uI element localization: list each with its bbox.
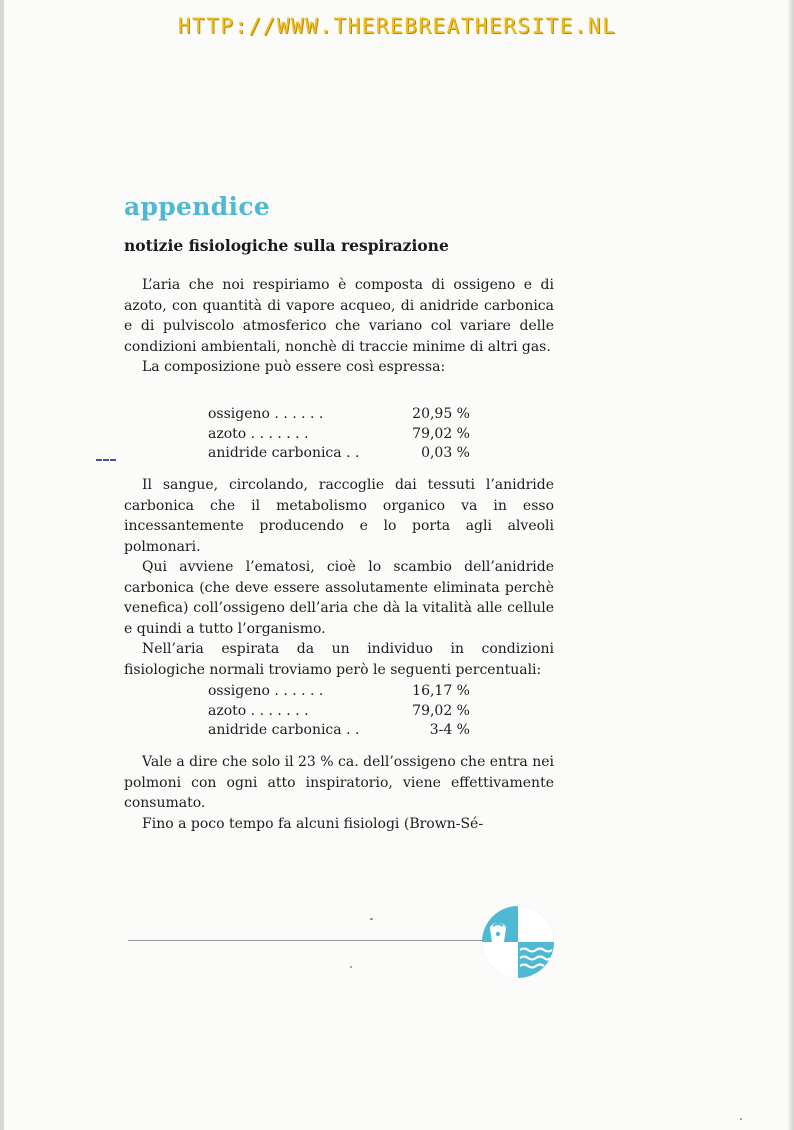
table-row <box>208 425 470 445</box>
leader-dots: . . <box>346 445 360 461</box>
text-block-closing <box>124 752 554 834</box>
gas-name-cell <box>208 444 408 464</box>
paragraph-6: Vale a dire che solo il 23 % ca. dell’ossigeno che entra nei polmoni con ogni atto inspiratorio, viene effettivamente consumato. <box>124 754 554 811</box>
gas-value: 20,95 % <box>412 406 470 422</box>
gas-value: 3-4 % <box>429 722 470 738</box>
composition-table-inhaled <box>208 405 470 464</box>
leader-dots: . . . . . . <box>274 406 324 422</box>
gas-value: 0,03 % <box>421 445 470 461</box>
gas-name-cell <box>208 721 408 741</box>
subtitle: notizie fisiologiche sulla respirazione <box>124 236 449 255</box>
stray-pen-mark <box>96 459 116 463</box>
paper-speck <box>740 1118 742 1120</box>
paragraph-4: Qui avviene l’ematosi, cioè lo scambio dell’anidride carbonica (che deve essere assolutamente eliminata perchè venefica) coll’ossigeno dell’aria che dà la vitalità alle cellule e quindi a tutto l’organismo. <box>124 559 554 637</box>
table-row <box>208 721 470 741</box>
watermark-url: HTTP://WWW.THEREBREATHERSITE.NL <box>177 14 617 38</box>
paper-speck <box>370 918 373 920</box>
gas-name-cell <box>208 425 408 445</box>
gas-name: anidride carbonica <box>208 722 342 738</box>
leader-dots: . . . . . . . <box>250 425 309 442</box>
gas-name-cell <box>208 405 408 425</box>
footer-rule <box>128 940 482 941</box>
gas-name: ossigeno <box>208 406 270 422</box>
paragraph-3: Il sangue, circolando, raccoglie dai tessuti l’anidride carbonica che il metabolismo organico va in esso incessantemente producendo e lo porta agli alveoli polmonari. <box>124 477 554 555</box>
text-block-intro <box>124 275 554 378</box>
gas-name: anidride carbonica <box>208 445 342 461</box>
page-right-edge <box>788 0 794 1130</box>
table-row <box>208 682 470 702</box>
gas-name: azoto <box>208 702 247 719</box>
composition-table-exhaled <box>208 682 470 741</box>
leader-dots: . . . . . . . <box>250 702 309 719</box>
paragraph-7: Fino a poco tempo fa alcuni fisiologi (Brown-Sé- <box>142 815 484 832</box>
gas-value: 16,17 % <box>412 683 470 699</box>
paragraph-1: L’aria che noi respiriamo è composta di ossigeno e di azoto, con quantità di vapore acqueo, di anidride carbonica e di pulviscolo atmosferico che variano col variare delle condizioni ambientali, nonchè di traccie minime di altri gas. <box>124 277 554 355</box>
gas-name: azoto <box>208 425 247 442</box>
gas-name: ossigeno <box>208 683 270 699</box>
section-title: appendice <box>124 192 271 221</box>
gas-value: 79,02 % <box>412 425 470 442</box>
table-row <box>208 702 470 722</box>
leader-dots: . . . . . . <box>274 683 324 699</box>
paper-speck <box>350 966 352 968</box>
gas-value: 79,02 % <box>412 702 470 719</box>
table-row <box>208 444 470 464</box>
company-emblem-icon <box>480 904 556 980</box>
text-block-body <box>124 475 554 680</box>
table-row <box>208 405 470 425</box>
page-left-edge <box>0 0 4 1130</box>
gas-name-cell <box>208 682 408 702</box>
leader-dots: . . <box>346 722 360 738</box>
paragraph-5: Nell’aria espirata da un individuo in condizioni fisiologiche normali troviamo però le seguenti percentuali: <box>124 641 554 678</box>
paragraph-2: La composizione può essere così espressa: <box>142 359 446 375</box>
gas-name-cell <box>208 702 408 722</box>
